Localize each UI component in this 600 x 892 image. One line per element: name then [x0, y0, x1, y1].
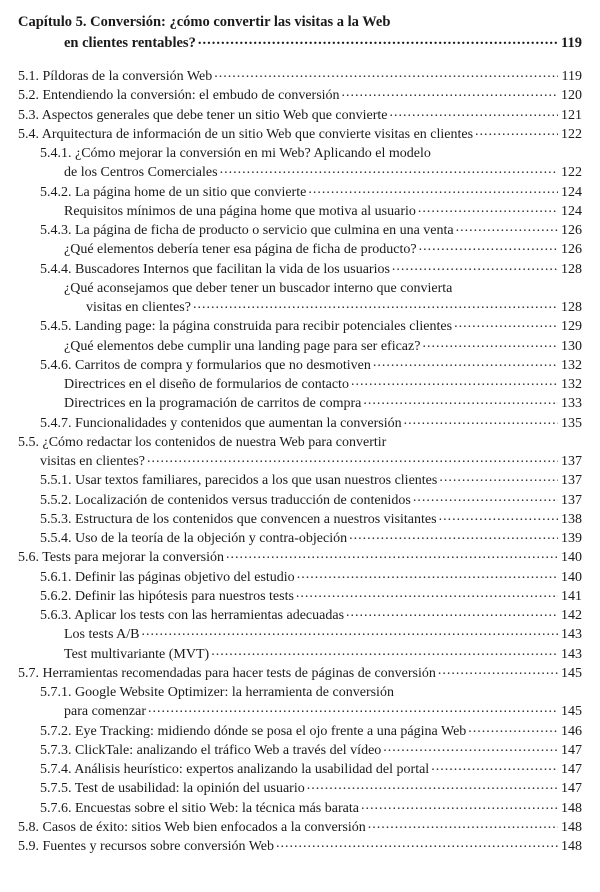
- dot-leader: [439, 468, 558, 487]
- toc-entry-page-number: 129: [561, 319, 582, 335]
- toc-entry-page-number: 143: [561, 627, 582, 643]
- toc-entry-title: 5.4.6. Carritos de compra y formularios que no desmotiven: [40, 357, 371, 373]
- dot-leader: [307, 776, 558, 795]
- toc-entry-page-number: 124: [561, 184, 582, 200]
- toc-entry-page-number: 143: [561, 646, 582, 662]
- toc-entry-title: 5.4.5. Landing page: la página construida para recibir potenciales clientes: [40, 319, 453, 335]
- toc-entry-page-number: 120: [561, 88, 582, 104]
- dot-leader: [419, 237, 558, 256]
- toc-entry[interactable]: [18, 414, 582, 433]
- toc-entry-title: 5.4.4. Buscadores Internos que facilitan la vida de los usuarios: [40, 261, 390, 277]
- toc-entry-page-number: 145: [561, 704, 582, 720]
- toc-entry-title: ¿Qué aconsejamos que deber tener un buscador interno que convierta: [64, 280, 453, 296]
- toc-entry-page-number: 147: [561, 762, 582, 777]
- toc-entry[interactable]: [18, 260, 582, 279]
- toc-entry[interactable]: [18, 837, 582, 856]
- dot-leader: [468, 719, 558, 738]
- toc-entry-title: 5.7.1. Google Website Optimizer: la herramienta de conversión: [40, 685, 394, 700]
- toc-entry-title: 5.2. Entendiendo la conversión: el embudo de conversión: [18, 88, 340, 104]
- chapter-page-number: 119: [561, 35, 582, 51]
- toc-entry-title: Los tests A/B: [64, 627, 140, 643]
- toc-entry-title: 5.7.2. Eye Tracking: midiendo dónde se posa el ojo frente a una página Web: [40, 723, 467, 739]
- toc-entry-title: 5.6. Tests para mejorar la conversión: [18, 550, 224, 566]
- toc-entry-title: 5.5. ¿Cómo redactar los contenidos de nuestra Web para convertir: [18, 434, 387, 450]
- dot-leader: [198, 30, 558, 51]
- toc-entry-page-number: 122: [561, 126, 582, 142]
- toc-entry-page-number: 132: [561, 357, 582, 373]
- dot-leader: [475, 122, 558, 141]
- toc-entry-page-number: 138: [561, 511, 582, 527]
- dot-leader: [456, 218, 558, 237]
- toc-entry-page-number: 130: [561, 338, 582, 354]
- toc-entry-page-number: 139: [561, 531, 582, 546]
- toc-entry-title: 5.5.2. Localización de contenidos versus traducción de contenidos: [40, 492, 411, 508]
- toc-entry-page-number: 148: [561, 839, 582, 854]
- dot-leader: [276, 834, 558, 853]
- toc-entry-page-number: 137: [561, 473, 582, 489]
- dot-leader: [342, 83, 558, 102]
- dot-leader: [141, 622, 558, 641]
- toc-entry-title: 5.4. Arquitectura de información de un sitio Web que convierte visitas en clientes: [18, 126, 474, 142]
- toc-entry-page-number: 141: [561, 588, 582, 604]
- toc-entry[interactable]: [18, 125, 582, 144]
- toc-entry-page-number: 132: [561, 377, 582, 392]
- toc-entry-page-number: 128: [561, 300, 582, 315]
- toc-entry-title: ¿Qué elementos debería tener esa página de ficha de producto?: [64, 242, 417, 258]
- dot-leader: [296, 584, 558, 603]
- toc-entry-title: de los Centros Comerciales: [64, 165, 218, 181]
- toc-entry-page-number: 137: [561, 492, 582, 508]
- dot-leader: [193, 295, 558, 314]
- toc-entry-title: Directrices en la programación de carritos de compra: [64, 396, 362, 412]
- toc-entry-title: 5.3. Aspectos generales que debe tener un sitio Web que convierte: [18, 107, 388, 123]
- toc-entry-page-number: 124: [561, 203, 582, 219]
- toc-list: [18, 67, 582, 856]
- dot-leader: [297, 565, 558, 584]
- dot-leader: [148, 699, 558, 718]
- dot-leader: [404, 411, 558, 430]
- toc-entry-page-number: 148: [561, 800, 582, 816]
- toc-entry-page-number: 137: [561, 454, 582, 469]
- toc-entry-title: visitas en clientes?: [40, 454, 145, 469]
- toc-entry-title: 5.4.7. Funcionalidades y contenidos que aumentan la conversión: [40, 415, 402, 431]
- dot-leader: [214, 64, 558, 83]
- toc-entry-title: Test multivariante (MVT): [64, 646, 210, 662]
- toc-entry-title: ¿Qué elementos debe cumplir una landing page para ser eficaz?: [64, 338, 421, 354]
- toc-entry-page-number: 133: [561, 396, 582, 412]
- toc-entry-title: 5.4.1. ¿Cómo mejorar la conversión en mi Web? Aplicando el modelo: [40, 146, 431, 161]
- toc-entry-title: Requisitos mínimos de una página home que motiva al usuario: [64, 203, 416, 219]
- dot-leader: [368, 815, 558, 834]
- toc-entry-title: 5.5.4. Uso de la teoría de la objeción y contra-objeción: [40, 531, 348, 546]
- toc-entry-page-number: 135: [561, 415, 582, 431]
- dot-leader: [392, 257, 558, 276]
- toc-entry-title: 5.5.1. Usar textos familiares, parecidos a los que usan nuestros clientes: [40, 473, 438, 489]
- chapter-title: Capítulo 5. Conversión: ¿cómo convertir las visitas a la Web: [18, 14, 391, 30]
- dot-leader: [363, 391, 558, 410]
- dot-leader: [383, 738, 558, 757]
- toc-entry[interactable]: [18, 664, 582, 683]
- toc-entry-title: 5.6.2. Definir las hipótesis para nuestros tests: [40, 588, 294, 604]
- toc-entry-page-number: 126: [561, 223, 582, 238]
- dot-leader: [211, 642, 558, 661]
- dot-leader: [422, 334, 558, 353]
- chapter-subtitle: en clientes rentables?: [64, 35, 196, 51]
- dot-leader: [413, 488, 558, 507]
- toc-entry-page-number: 119: [561, 69, 582, 84]
- toc-entry-title: 5.7.5. Test de usabilidad: la opinión del usuario: [40, 781, 305, 797]
- toc-entry-page-number: 146: [561, 723, 582, 739]
- toc-entry-page-number: 147: [561, 781, 582, 797]
- dot-leader: [431, 757, 558, 776]
- dot-leader: [373, 353, 558, 372]
- toc-entry-page-number: 147: [561, 742, 582, 758]
- dot-leader: [454, 314, 558, 333]
- toc-entry-title: 5.7. Herramientas recomendadas para hacer tests de páginas de conversión: [18, 665, 436, 681]
- toc-entry-title: 5.6.3. Aplicar los tests con las herramientas adecuadas: [40, 608, 345, 623]
- dot-leader: [438, 661, 558, 680]
- dot-leader: [220, 160, 558, 179]
- toc-entry-title: 5.1. Píldoras de la conversión Web: [18, 69, 213, 84]
- toc-entry-title: visitas en clientes?: [86, 300, 191, 315]
- toc-entry-title: 5.9. Fuentes y recursos sobre conversión Web: [18, 839, 275, 854]
- toc-entry-page-number: 140: [561, 550, 582, 566]
- dot-leader: [439, 507, 558, 526]
- dot-leader: [361, 796, 558, 815]
- chapter-title-line-2: [18, 33, 582, 54]
- toc-entry-title: 5.6.1. Definir las páginas objetivo del estudio: [40, 569, 295, 585]
- toc-entry-page-number: 128: [561, 261, 582, 277]
- toc-entry-page-number: 122: [561, 165, 582, 181]
- toc-entry-page-number: 140: [561, 569, 582, 585]
- dot-leader: [226, 545, 558, 564]
- toc-entry-title: 5.4.3. La página de ficha de producto o servicio que culmina en una venta: [40, 223, 454, 238]
- toc-entry-page-number: 126: [561, 242, 582, 258]
- toc-entry-title: para comenzar: [64, 704, 146, 720]
- dot-leader: [308, 180, 558, 199]
- toc-entry-page-number: 145: [561, 665, 582, 681]
- dot-leader: [418, 199, 558, 218]
- dot-leader: [349, 526, 558, 545]
- toc-entry-page-number: 148: [561, 819, 582, 835]
- toc-entry-title: 5.4.2. La página home de un sitio que convierte: [40, 184, 307, 200]
- dot-leader: [147, 449, 558, 468]
- toc-entry-title: 5.7.4. Análisis heurístico: expertos analizando la usabilidad del portal: [40, 762, 430, 777]
- toc-entry-title: 5.5.3. Estructura de los contenidos que convencen a nuestros visitantes: [40, 511, 437, 527]
- toc-entry-page-number: 142: [561, 608, 582, 623]
- toc-entry-title: Directrices en el diseño de formularios de contacto: [64, 377, 349, 392]
- toc-entry-title: 5.8. Casos de éxito: sitios Web bien enfocados a la conversión: [18, 819, 366, 835]
- toc-entry-title: 5.7.3. ClickTale: analizando el tráfico Web a través del vídeo: [40, 742, 382, 758]
- toc-entry-title: 5.7.6. Encuestas sobre el sitio Web: la técnica más barata: [40, 800, 359, 816]
- chapter-heading: [18, 12, 582, 54]
- dot-leader: [351, 372, 558, 391]
- dot-leader: [346, 603, 558, 622]
- toc-entry-page-number: 121: [561, 107, 582, 123]
- dot-leader: [390, 103, 559, 122]
